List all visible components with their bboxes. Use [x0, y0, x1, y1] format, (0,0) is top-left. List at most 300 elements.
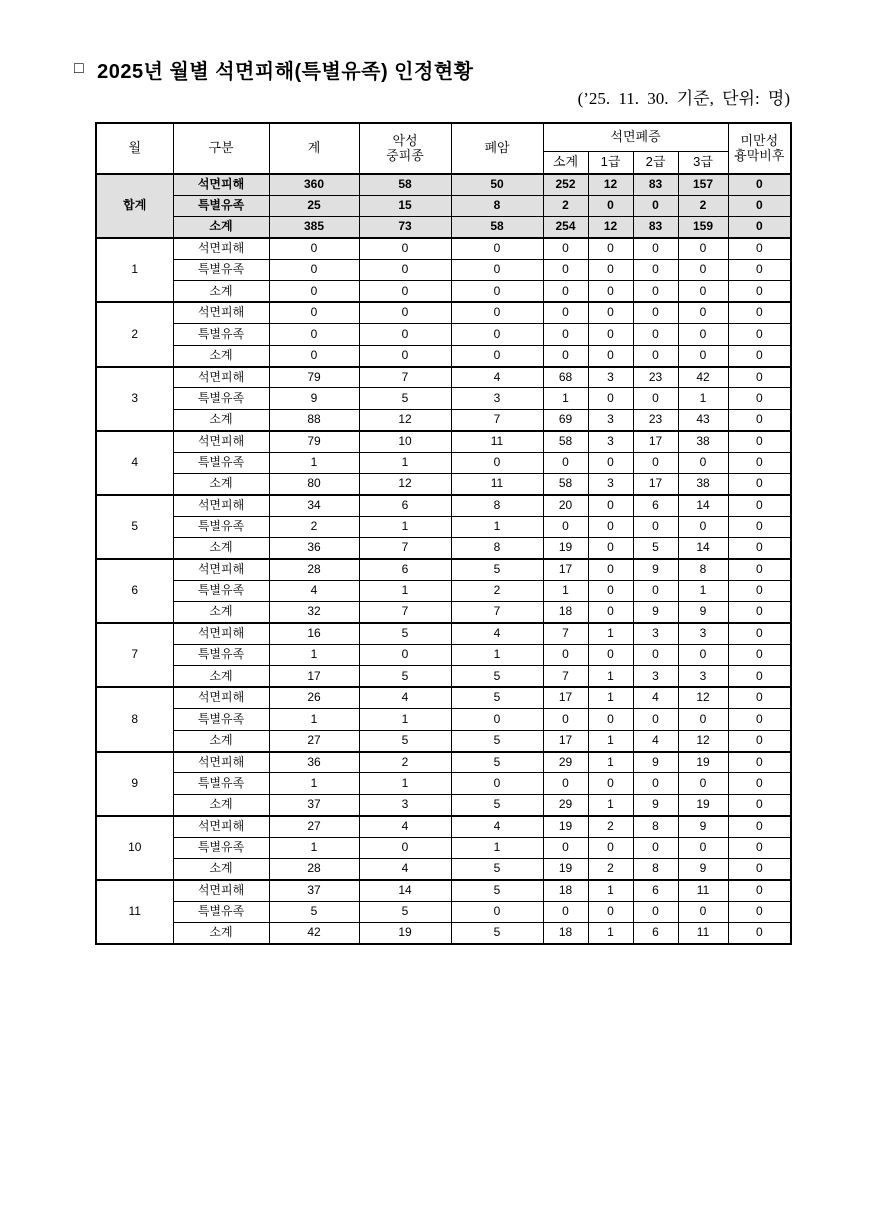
value-cell: 0 — [633, 773, 678, 794]
table-row — [96, 666, 791, 687]
table-row — [96, 923, 791, 944]
value-cell: 42 — [678, 367, 728, 388]
table-row — [96, 837, 791, 858]
table-row — [96, 409, 791, 430]
value-cell: 0 — [728, 516, 791, 537]
col-header-mesothelioma-line1: 악성 — [392, 132, 418, 148]
value-cell: 0 — [588, 302, 633, 323]
table-row — [96, 431, 791, 452]
value-cell: 3 — [451, 388, 543, 409]
value-cell: 9 — [633, 559, 678, 580]
category-cell: 소계 — [173, 923, 269, 944]
value-cell: 0 — [359, 260, 451, 281]
value-cell: 9 — [678, 859, 728, 880]
value-cell: 1 — [678, 388, 728, 409]
value-cell: 0 — [633, 452, 678, 473]
value-cell: 5 — [359, 901, 451, 922]
table-row — [96, 901, 791, 922]
value-cell: 19 — [678, 794, 728, 815]
value-cell: 1 — [588, 623, 633, 644]
value-cell: 17 — [543, 559, 588, 580]
value-cell: 0 — [588, 281, 633, 302]
value-cell: 0 — [269, 302, 359, 323]
value-cell: 5 — [359, 666, 451, 687]
value-cell: 0 — [678, 260, 728, 281]
value-cell: 1 — [543, 388, 588, 409]
value-cell: 0 — [728, 367, 791, 388]
month-cell: 11 — [96, 880, 173, 944]
value-cell: 0 — [543, 260, 588, 281]
value-cell: 73 — [359, 217, 451, 238]
value-cell: 0 — [728, 859, 791, 880]
value-cell: 3 — [633, 666, 678, 687]
col-header-asbestosis-grade2: 2급 — [633, 151, 678, 174]
category-cell: 소계 — [173, 281, 269, 302]
table-row — [96, 473, 791, 494]
table-row — [96, 730, 791, 751]
value-cell: 0 — [728, 495, 791, 516]
value-cell: 0 — [269, 238, 359, 259]
value-cell: 3 — [588, 367, 633, 388]
value-cell: 1 — [451, 516, 543, 537]
value-cell: 9 — [633, 794, 678, 815]
value-cell: 0 — [728, 452, 791, 473]
month-cell: 10 — [96, 816, 173, 880]
month-cell: 5 — [96, 495, 173, 559]
value-cell: 1 — [269, 773, 359, 794]
value-cell: 1 — [678, 580, 728, 601]
value-cell: 8 — [633, 816, 678, 837]
value-cell: 58 — [451, 217, 543, 238]
value-cell: 0 — [451, 452, 543, 473]
value-cell: 12 — [359, 473, 451, 494]
table-row — [96, 773, 791, 794]
table-row — [96, 859, 791, 880]
value-cell: 9 — [269, 388, 359, 409]
value-cell: 7 — [359, 538, 451, 559]
table-row — [96, 516, 791, 537]
value-cell: 6 — [633, 880, 678, 901]
value-cell: 17 — [633, 473, 678, 494]
value-cell: 0 — [543, 345, 588, 366]
value-cell: 12 — [588, 174, 633, 195]
value-cell: 0 — [728, 580, 791, 601]
value-cell: 0 — [451, 302, 543, 323]
value-cell: 5 — [269, 901, 359, 922]
value-cell: 0 — [728, 666, 791, 687]
value-cell: 0 — [728, 880, 791, 901]
value-cell: 0 — [728, 281, 791, 302]
value-cell: 0 — [451, 238, 543, 259]
value-cell: 2 — [678, 195, 728, 216]
category-cell: 특별유족 — [173, 773, 269, 794]
value-cell: 4 — [633, 730, 678, 751]
value-cell: 0 — [588, 345, 633, 366]
table-row — [96, 623, 791, 644]
value-cell: 2 — [451, 580, 543, 601]
value-cell: 43 — [678, 409, 728, 430]
value-cell: 10 — [359, 431, 451, 452]
value-cell: 0 — [678, 345, 728, 366]
category-cell: 석면피해 — [173, 752, 269, 773]
value-cell: 5 — [451, 559, 543, 580]
value-cell: 3 — [359, 794, 451, 815]
value-cell: 2 — [588, 816, 633, 837]
category-cell: 소계 — [173, 345, 269, 366]
value-cell: 0 — [728, 816, 791, 837]
value-cell: 0 — [588, 645, 633, 666]
value-cell: 1 — [451, 837, 543, 858]
value-cell: 0 — [728, 538, 791, 559]
value-cell: 0 — [359, 238, 451, 259]
category-cell: 석면피해 — [173, 816, 269, 837]
value-cell: 0 — [678, 281, 728, 302]
value-cell: 0 — [543, 516, 588, 537]
table-row — [96, 238, 791, 259]
header-row-1 — [96, 123, 791, 151]
value-cell: 0 — [359, 324, 451, 345]
value-cell: 0 — [633, 324, 678, 345]
value-cell: 0 — [269, 260, 359, 281]
category-cell: 석면피해 — [173, 623, 269, 644]
value-cell: 19 — [678, 752, 728, 773]
category-cell: 특별유족 — [173, 709, 269, 730]
col-header-pleural-line2: 흉막비후 — [734, 147, 785, 163]
value-cell: 17 — [269, 666, 359, 687]
value-cell: 0 — [678, 238, 728, 259]
value-cell: 0 — [678, 452, 728, 473]
value-cell: 0 — [633, 516, 678, 537]
value-cell: 18 — [543, 880, 588, 901]
value-cell: 2 — [269, 516, 359, 537]
category-cell: 특별유족 — [173, 645, 269, 666]
value-cell: 5 — [451, 752, 543, 773]
value-cell: 17 — [633, 431, 678, 452]
value-cell: 5 — [451, 730, 543, 751]
value-cell: 20 — [543, 495, 588, 516]
table-row — [96, 752, 791, 773]
value-cell: 29 — [543, 794, 588, 815]
category-cell: 특별유족 — [173, 388, 269, 409]
value-cell: 1 — [269, 709, 359, 730]
value-cell: 5 — [451, 687, 543, 708]
value-cell: 0 — [588, 901, 633, 922]
category-cell: 소계 — [173, 217, 269, 238]
value-cell: 0 — [678, 709, 728, 730]
value-cell: 15 — [359, 195, 451, 216]
square-bullet-icon: □ — [74, 59, 85, 77]
value-cell: 0 — [728, 431, 791, 452]
value-cell: 0 — [728, 260, 791, 281]
value-cell: 79 — [269, 367, 359, 388]
value-cell: 28 — [269, 859, 359, 880]
col-header-mesothelioma-line2: 중피종 — [386, 147, 424, 163]
value-cell: 0 — [678, 302, 728, 323]
value-cell: 0 — [633, 281, 678, 302]
value-cell: 8 — [451, 538, 543, 559]
value-cell: 0 — [588, 580, 633, 601]
col-header-asbestosis-subtotal: 소계 — [543, 151, 588, 174]
value-cell: 29 — [543, 752, 588, 773]
value-cell: 69 — [543, 409, 588, 430]
value-cell: 0 — [543, 324, 588, 345]
value-cell: 4 — [359, 859, 451, 880]
value-cell: 68 — [543, 367, 588, 388]
col-header-total: 계 — [269, 123, 359, 174]
value-cell: 6 — [633, 495, 678, 516]
value-cell: 4 — [269, 580, 359, 601]
table-row — [96, 880, 791, 901]
value-cell: 0 — [633, 302, 678, 323]
value-cell: 8 — [678, 559, 728, 580]
value-cell: 6 — [359, 495, 451, 516]
value-cell: 0 — [543, 645, 588, 666]
value-cell: 0 — [633, 260, 678, 281]
table-row — [96, 174, 791, 195]
value-cell: 0 — [543, 837, 588, 858]
value-cell: 17 — [543, 730, 588, 751]
value-cell: 58 — [543, 473, 588, 494]
value-cell: 1 — [588, 730, 633, 751]
value-cell: 0 — [633, 195, 678, 216]
value-cell: 0 — [588, 388, 633, 409]
category-cell: 석면피해 — [173, 238, 269, 259]
table-row — [96, 281, 791, 302]
value-cell: 14 — [678, 495, 728, 516]
value-cell: 0 — [359, 345, 451, 366]
category-cell: 소계 — [173, 859, 269, 880]
table-row — [96, 302, 791, 323]
category-cell: 특별유족 — [173, 901, 269, 922]
value-cell: 3 — [588, 473, 633, 494]
value-cell: 0 — [543, 773, 588, 794]
value-cell: 0 — [588, 516, 633, 537]
value-cell: 0 — [728, 602, 791, 623]
table-row — [96, 794, 791, 815]
value-cell: 5 — [451, 880, 543, 901]
value-cell: 4 — [451, 816, 543, 837]
value-cell: 7 — [359, 602, 451, 623]
value-cell: 0 — [588, 324, 633, 345]
category-cell: 소계 — [173, 409, 269, 430]
category-cell: 소계 — [173, 473, 269, 494]
value-cell: 19 — [359, 923, 451, 944]
col-header-pleural-line1: 미만성 — [740, 132, 779, 148]
value-cell: 0 — [678, 645, 728, 666]
value-cell: 1 — [543, 580, 588, 601]
category-cell: 특별유족 — [173, 260, 269, 281]
value-cell: 83 — [633, 217, 678, 238]
value-cell: 9 — [678, 816, 728, 837]
page-title — [74, 55, 473, 84]
value-cell: 4 — [359, 687, 451, 708]
value-cell: 26 — [269, 687, 359, 708]
value-cell: 0 — [633, 709, 678, 730]
value-cell: 5 — [451, 923, 543, 944]
month-cell: 4 — [96, 431, 173, 495]
value-cell: 0 — [269, 324, 359, 345]
table-row — [96, 687, 791, 708]
value-cell: 0 — [451, 260, 543, 281]
value-cell: 36 — [269, 752, 359, 773]
value-cell: 252 — [543, 174, 588, 195]
value-cell: 0 — [728, 238, 791, 259]
value-cell: 27 — [269, 816, 359, 837]
value-cell: 157 — [678, 174, 728, 195]
table-row — [96, 816, 791, 837]
category-cell: 특별유족 — [173, 324, 269, 345]
value-cell: 0 — [543, 452, 588, 473]
value-cell: 18 — [543, 602, 588, 623]
month-cell: 합계 — [96, 174, 173, 238]
value-cell: 0 — [633, 837, 678, 858]
category-cell: 석면피해 — [173, 174, 269, 195]
value-cell: 5 — [359, 623, 451, 644]
value-cell: 0 — [728, 409, 791, 430]
month-cell: 7 — [96, 623, 173, 687]
value-cell: 79 — [269, 431, 359, 452]
value-cell: 3 — [678, 666, 728, 687]
value-cell: 2 — [588, 859, 633, 880]
value-cell: 0 — [728, 623, 791, 644]
value-cell: 0 — [728, 794, 791, 815]
value-cell: 38 — [678, 431, 728, 452]
col-header-asbestosis-group: 석면폐증 — [543, 123, 728, 151]
value-cell: 0 — [728, 752, 791, 773]
value-cell: 23 — [633, 367, 678, 388]
value-cell: 1 — [588, 687, 633, 708]
value-cell: 0 — [728, 730, 791, 751]
page-subtitle: (’25. 11. 30. 기준, 단위: 명) — [577, 89, 790, 108]
value-cell: 3 — [588, 431, 633, 452]
value-cell: 0 — [633, 580, 678, 601]
value-cell: 23 — [633, 409, 678, 430]
value-cell: 27 — [269, 730, 359, 751]
value-cell: 0 — [728, 302, 791, 323]
value-cell: 1 — [588, 880, 633, 901]
value-cell: 0 — [588, 260, 633, 281]
value-cell: 5 — [451, 666, 543, 687]
category-cell: 특별유족 — [173, 516, 269, 537]
category-cell: 특별유족 — [173, 452, 269, 473]
page-title-text: 2025년 월별 석면피해(특별유족) 인정현황 — [97, 61, 474, 83]
value-cell: 0 — [728, 195, 791, 216]
category-cell: 특별유족 — [173, 837, 269, 858]
value-cell: 0 — [728, 345, 791, 366]
table-row — [96, 452, 791, 473]
table-row — [96, 580, 791, 601]
value-cell: 5 — [451, 859, 543, 880]
value-cell: 11 — [678, 880, 728, 901]
table-row — [96, 217, 791, 238]
value-cell: 0 — [728, 174, 791, 195]
value-cell: 0 — [633, 345, 678, 366]
category-cell: 소계 — [173, 666, 269, 687]
category-cell: 소계 — [173, 602, 269, 623]
value-cell: 11 — [451, 431, 543, 452]
month-cell: 1 — [96, 238, 173, 302]
value-cell: 3 — [633, 623, 678, 644]
value-cell: 12 — [359, 409, 451, 430]
category-cell: 소계 — [173, 730, 269, 751]
month-cell: 8 — [96, 687, 173, 751]
value-cell: 0 — [543, 238, 588, 259]
value-cell: 0 — [543, 302, 588, 323]
value-cell: 12 — [588, 217, 633, 238]
value-cell: 9 — [633, 602, 678, 623]
value-cell: 1 — [269, 645, 359, 666]
value-cell: 360 — [269, 174, 359, 195]
value-cell: 0 — [728, 217, 791, 238]
value-cell: 0 — [543, 281, 588, 302]
table-row — [96, 324, 791, 345]
category-cell: 특별유족 — [173, 195, 269, 216]
value-cell: 25 — [269, 195, 359, 216]
table-row — [96, 645, 791, 666]
asbestos-status-table — [95, 122, 792, 945]
value-cell: 2 — [543, 195, 588, 216]
value-cell: 8 — [451, 195, 543, 216]
value-cell: 18 — [543, 923, 588, 944]
value-cell: 8 — [451, 495, 543, 516]
table-row — [96, 709, 791, 730]
value-cell: 58 — [359, 174, 451, 195]
value-cell: 37 — [269, 794, 359, 815]
category-cell: 소계 — [173, 538, 269, 559]
value-cell: 0 — [728, 709, 791, 730]
category-cell: 석면피해 — [173, 302, 269, 323]
value-cell: 0 — [451, 281, 543, 302]
table-row — [96, 367, 791, 388]
value-cell: 0 — [728, 773, 791, 794]
value-cell: 0 — [451, 709, 543, 730]
table-row — [96, 195, 791, 216]
table-row — [96, 495, 791, 516]
col-header-asbestosis-grade1: 1급 — [588, 151, 633, 174]
table-row — [96, 602, 791, 623]
value-cell: 0 — [588, 837, 633, 858]
value-cell: 0 — [633, 238, 678, 259]
category-cell: 석면피해 — [173, 367, 269, 388]
category-cell: 석면피해 — [173, 431, 269, 452]
value-cell: 0 — [359, 302, 451, 323]
value-cell: 11 — [678, 923, 728, 944]
value-cell: 0 — [588, 495, 633, 516]
value-cell: 16 — [269, 623, 359, 644]
value-cell: 0 — [543, 709, 588, 730]
value-cell: 0 — [588, 559, 633, 580]
value-cell: 38 — [678, 473, 728, 494]
month-cell: 9 — [96, 752, 173, 816]
value-cell: 0 — [728, 559, 791, 580]
value-cell: 1 — [359, 516, 451, 537]
month-cell: 6 — [96, 559, 173, 623]
value-cell: 0 — [451, 345, 543, 366]
table-body — [96, 174, 791, 944]
value-cell: 28 — [269, 559, 359, 580]
value-cell: 0 — [451, 773, 543, 794]
value-cell: 254 — [543, 217, 588, 238]
value-cell: 50 — [451, 174, 543, 195]
value-cell: 7 — [451, 602, 543, 623]
value-cell: 0 — [633, 645, 678, 666]
value-cell: 8 — [633, 859, 678, 880]
value-cell: 0 — [728, 473, 791, 494]
value-cell: 17 — [543, 687, 588, 708]
value-cell: 5 — [359, 730, 451, 751]
value-cell: 0 — [588, 773, 633, 794]
value-cell: 1 — [588, 923, 633, 944]
